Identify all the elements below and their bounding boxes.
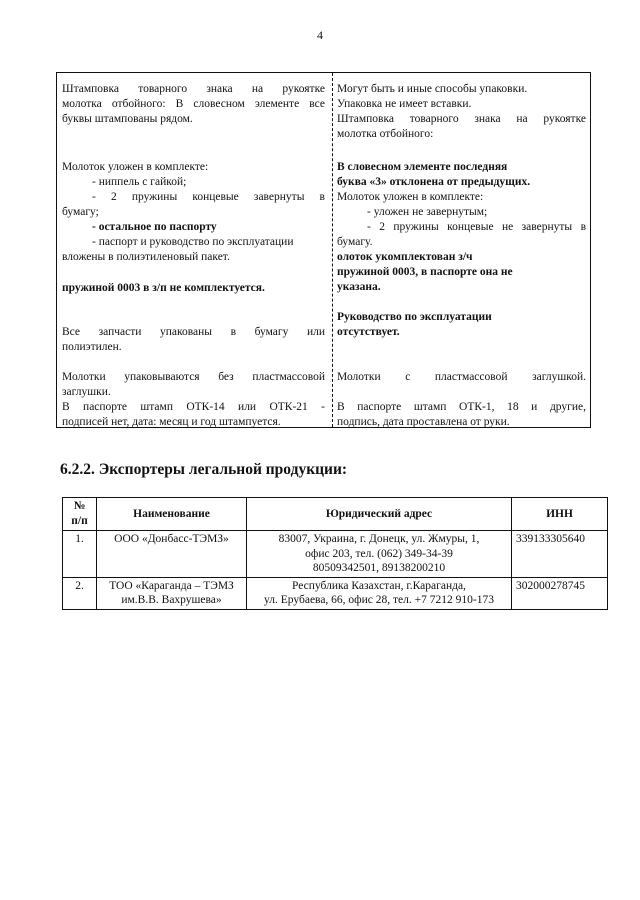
left-text-line: полиэтилен. — [62, 341, 122, 353]
right-text-line: буква «3» отклонена от предыдущих. — [337, 176, 531, 188]
right-text-line: Могут быть и иные способы упаковки. — [337, 83, 528, 95]
right-text-line: В словесном элементе последняя — [337, 161, 508, 173]
left-text-line: В паспорте штамп ОТК-14 или ОТК-21 - — [62, 401, 325, 413]
exporters-table — [62, 497, 608, 610]
right-text-line: подпись, дата проставлена от руки. — [337, 416, 510, 428]
right-text-line: - уложен не завернутым; — [367, 206, 488, 218]
legal-address — [247, 531, 512, 578]
header-inn: ИНН — [512, 498, 608, 531]
right-text-line: олоток укомплектован з/ч — [337, 251, 473, 263]
section-heading: 6.2.2. Экспортеры легальной продукции: — [60, 461, 348, 478]
left-text-line: - 2 пружины концевые завернуты в — [92, 191, 325, 203]
company-name-line: им.В.В. Вахрушева» — [121, 594, 222, 607]
legal-address — [247, 577, 512, 609]
left-text-line: пружиной 0003 в з/п не комплектуется. — [62, 282, 265, 294]
left-text-line: бумагу; — [62, 206, 99, 218]
address-line: офис 203, тел. (062) 349-34-39 — [305, 547, 453, 560]
right-text-line: бумагу. — [337, 236, 373, 248]
header-number-line: № — [73, 500, 86, 513]
counterfeit-product-column — [333, 73, 591, 428]
left-text-line: вложены в полиэтиленовый пакет. — [62, 251, 230, 263]
right-text-line: Руководство по эксплуатации — [337, 311, 492, 323]
comparison-table — [56, 72, 591, 428]
right-text-line: указана. — [337, 281, 381, 293]
inn-value: 302000278745 — [512, 577, 608, 609]
right-text-line: - 2 пружины концевые не завернуты в — [367, 221, 586, 233]
right-text-line: В паспорте штамп ОТК-1, 18 и другие, — [337, 401, 586, 413]
row-number: 2. — [63, 577, 97, 609]
company-name — [97, 577, 247, 609]
company-name-line: ООО «Донбасс-ТЭМЗ» — [114, 533, 229, 545]
left-text-line: молотка отбойного: В словесном элементе все — [62, 98, 325, 110]
left-text-line: - остальное по паспорту — [92, 221, 217, 233]
left-text-line: буквы штампованы рядом. — [62, 113, 193, 125]
address-line: 83007, Украина, г. Донецк, ул. Жмуры, 1, — [278, 533, 480, 545]
inn-value: 339133305640 — [512, 531, 608, 578]
company-name-line: ТОО «Караганда – ТЭМЗ — [109, 579, 234, 592]
right-text-line: Молотки с пластмассовой заглушкой. — [337, 371, 586, 383]
left-text-line: - паспорт и руководство по эксплуатации — [92, 236, 294, 248]
header-number-line: п/п — [71, 515, 88, 527]
page-number: 4 — [317, 28, 323, 42]
right-text-line: Упаковка не имеет вставки. — [337, 98, 472, 110]
header-number — [63, 498, 97, 531]
right-text-line: пружиной 0003, в паспорте она не — [337, 266, 513, 278]
legal-product-column — [57, 73, 333, 428]
row-number: 1. — [63, 531, 97, 578]
left-text-line: Все запчасти упакованы в бумагу или — [62, 326, 325, 338]
table-row — [63, 531, 608, 578]
left-text-line: Молотки упаковываются без пластмассовой — [62, 371, 325, 383]
address-line: Республика Казахстан, г.Караганда, — [292, 579, 466, 592]
left-text-line: заглушки. — [62, 386, 111, 398]
address-line: 80509342501, 89138200210 — [312, 562, 446, 575]
company-name — [97, 531, 247, 578]
address-line: ул. Ерубаева, 66, офис 28, тел. +7 7212 910-173 — [264, 594, 494, 607]
header-name: Наименование — [97, 498, 247, 531]
right-text-line: Штамповка товарного знака на рукоятке — [337, 113, 586, 125]
right-text-line: молотка отбойного: — [337, 128, 434, 140]
exporters-header-row — [63, 498, 608, 531]
left-text-line: Молоток уложен в комплекте: — [62, 161, 209, 173]
header-address: Юридический адрес — [247, 498, 512, 531]
left-text-line: подписей нет, дата: месяц и год штампуется. — [62, 416, 281, 428]
left-text-line: Штамповка товарного знака на рукоятке — [62, 83, 325, 95]
right-text-line: Молоток уложен в комплекте: — [337, 191, 484, 203]
right-text-line: отсутствует. — [337, 326, 400, 338]
table-row — [63, 577, 608, 609]
left-text-line: - ниппель с гайкой; — [92, 176, 187, 188]
